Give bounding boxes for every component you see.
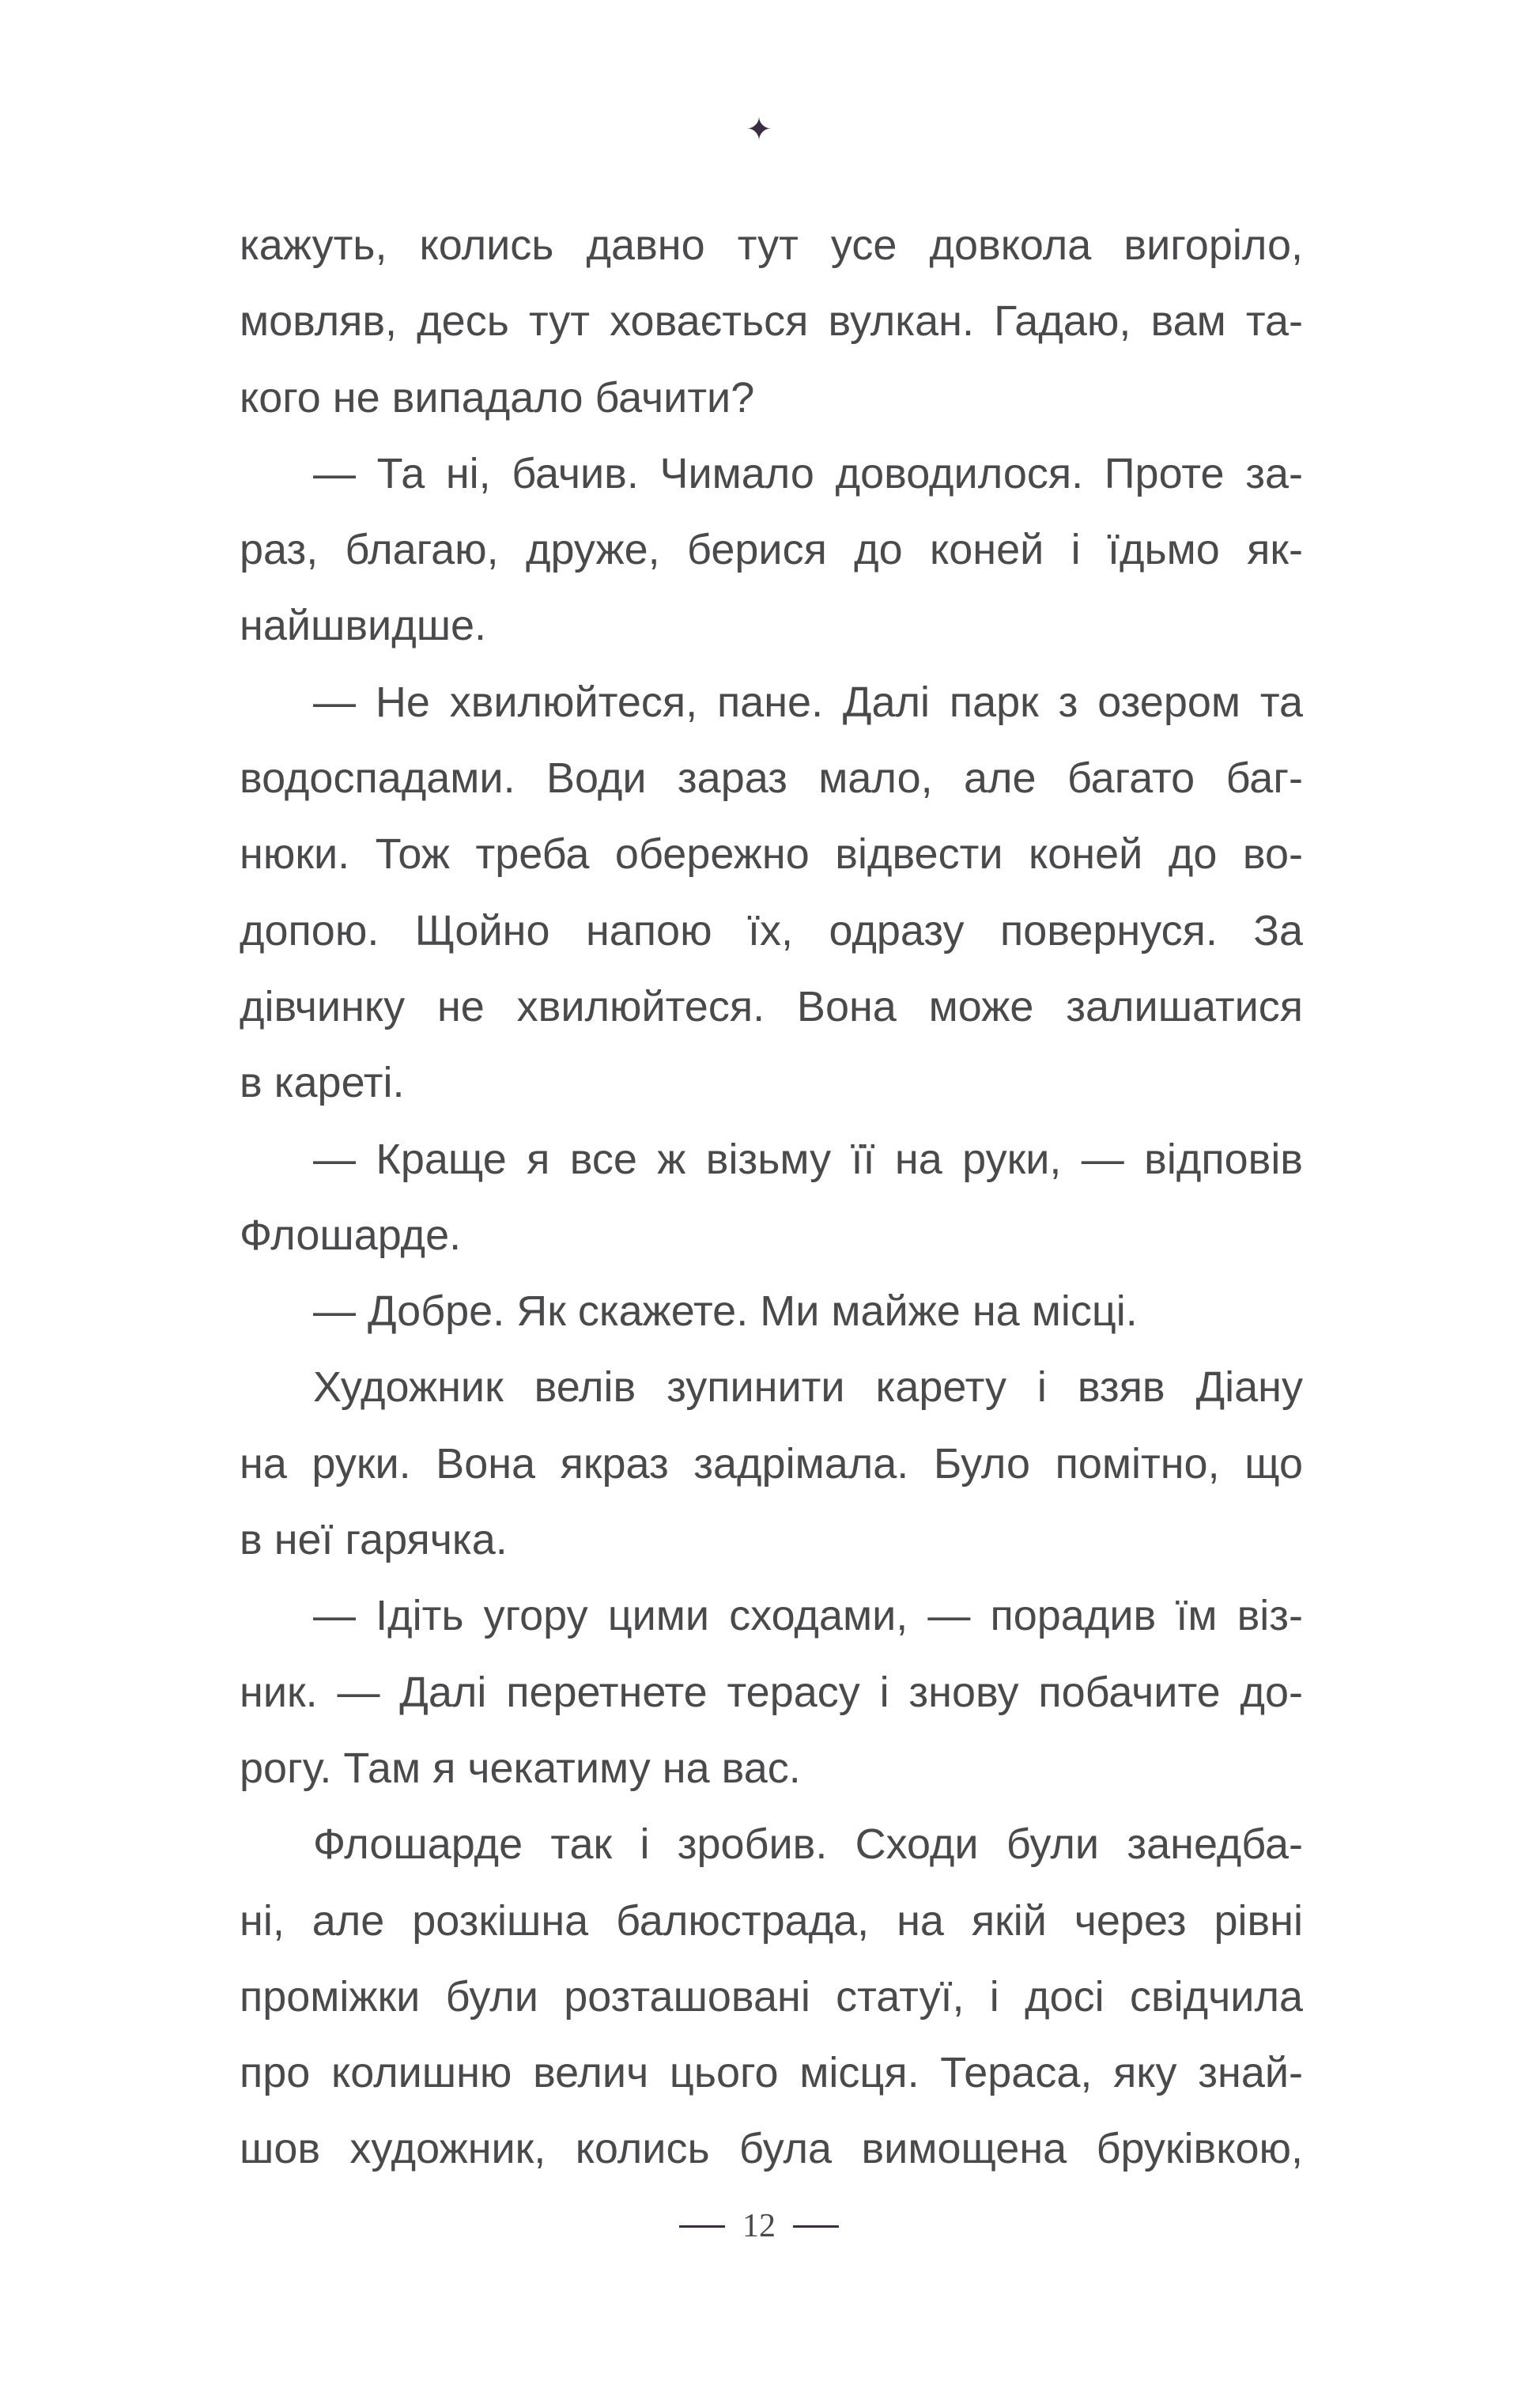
text-line: на руки. Вона якраз задрімала. Було помітно, що <box>240 1439 1303 1488</box>
page-body <box>240 207 1303 2187</box>
text-line: кажуть, колись давно тут усе довкола вигоріло, <box>240 221 1303 269</box>
text-line: в кареті. <box>240 1059 405 1107</box>
text-line: дівчинку не хвилюйтеся. Вона може залишатися <box>240 982 1303 1030</box>
ornament-icon: ✦ <box>746 112 772 148</box>
text-line: — Краще я все ж візьму її на руки, — відповів <box>313 1135 1303 1183</box>
text-line: мовляв, десь тут ховається вулкан. Гадаю, вам та- <box>240 297 1303 346</box>
text-line: — Добре. Як скажете. Ми майже на місці. <box>313 1287 1138 1336</box>
text-line: — Не хвилюйтеся, пане. Далі парк з озером та <box>313 678 1303 726</box>
text-line: ник. — Далі перетнете терасу і знову побачите до- <box>240 1668 1303 1716</box>
text-line: рогу. Там я чекатиму на вас. <box>240 1744 801 1792</box>
text-line: проміжки були розташовані статуї, і досі свідчила <box>240 1972 1303 2021</box>
footer-rule-right <box>793 2225 839 2228</box>
text-line: найшвидше. <box>240 602 487 650</box>
page-footer <box>0 2206 1518 2246</box>
text-line: Художник велів зупинити карету і взяв Діану <box>313 1363 1303 1412</box>
text-line: Флошарде. <box>240 1211 462 1259</box>
text-line: Флошарде так і зробив. Сходи були занедба- <box>313 1820 1303 1869</box>
page-number: 12 <box>742 2208 776 2244</box>
text-line: шов художник, колись була вимощена бруківкою, <box>240 2125 1303 2173</box>
text-line: — Та ні, бачив. Чимало доводилося. Проте за- <box>313 449 1303 497</box>
text-line: ні, але розкішна балюстрада, на якій через рівні <box>240 1896 1303 1945</box>
text-line: водоспадами. Води зараз мало, але багато баг- <box>240 754 1303 803</box>
text-line: — Ідіть угору цими сходами, — порадив їм віз- <box>313 1592 1303 1640</box>
text-line: кого не випадало бачити? <box>240 373 755 421</box>
text-line: про колишню велич цього місця. Тераса, яку знай- <box>240 2049 1303 2097</box>
text-line: в неї гарячка. <box>240 1516 508 1564</box>
text-line: нюки. Тож треба обережно відвести коней до во- <box>240 830 1303 879</box>
text-line: допою. Щойно напою їх, одразу повернуся. За <box>240 906 1303 955</box>
text-line: раз, благаю, друже, берися до коней і їдьмо як- <box>240 526 1303 574</box>
footer-rule-left <box>679 2225 725 2228</box>
